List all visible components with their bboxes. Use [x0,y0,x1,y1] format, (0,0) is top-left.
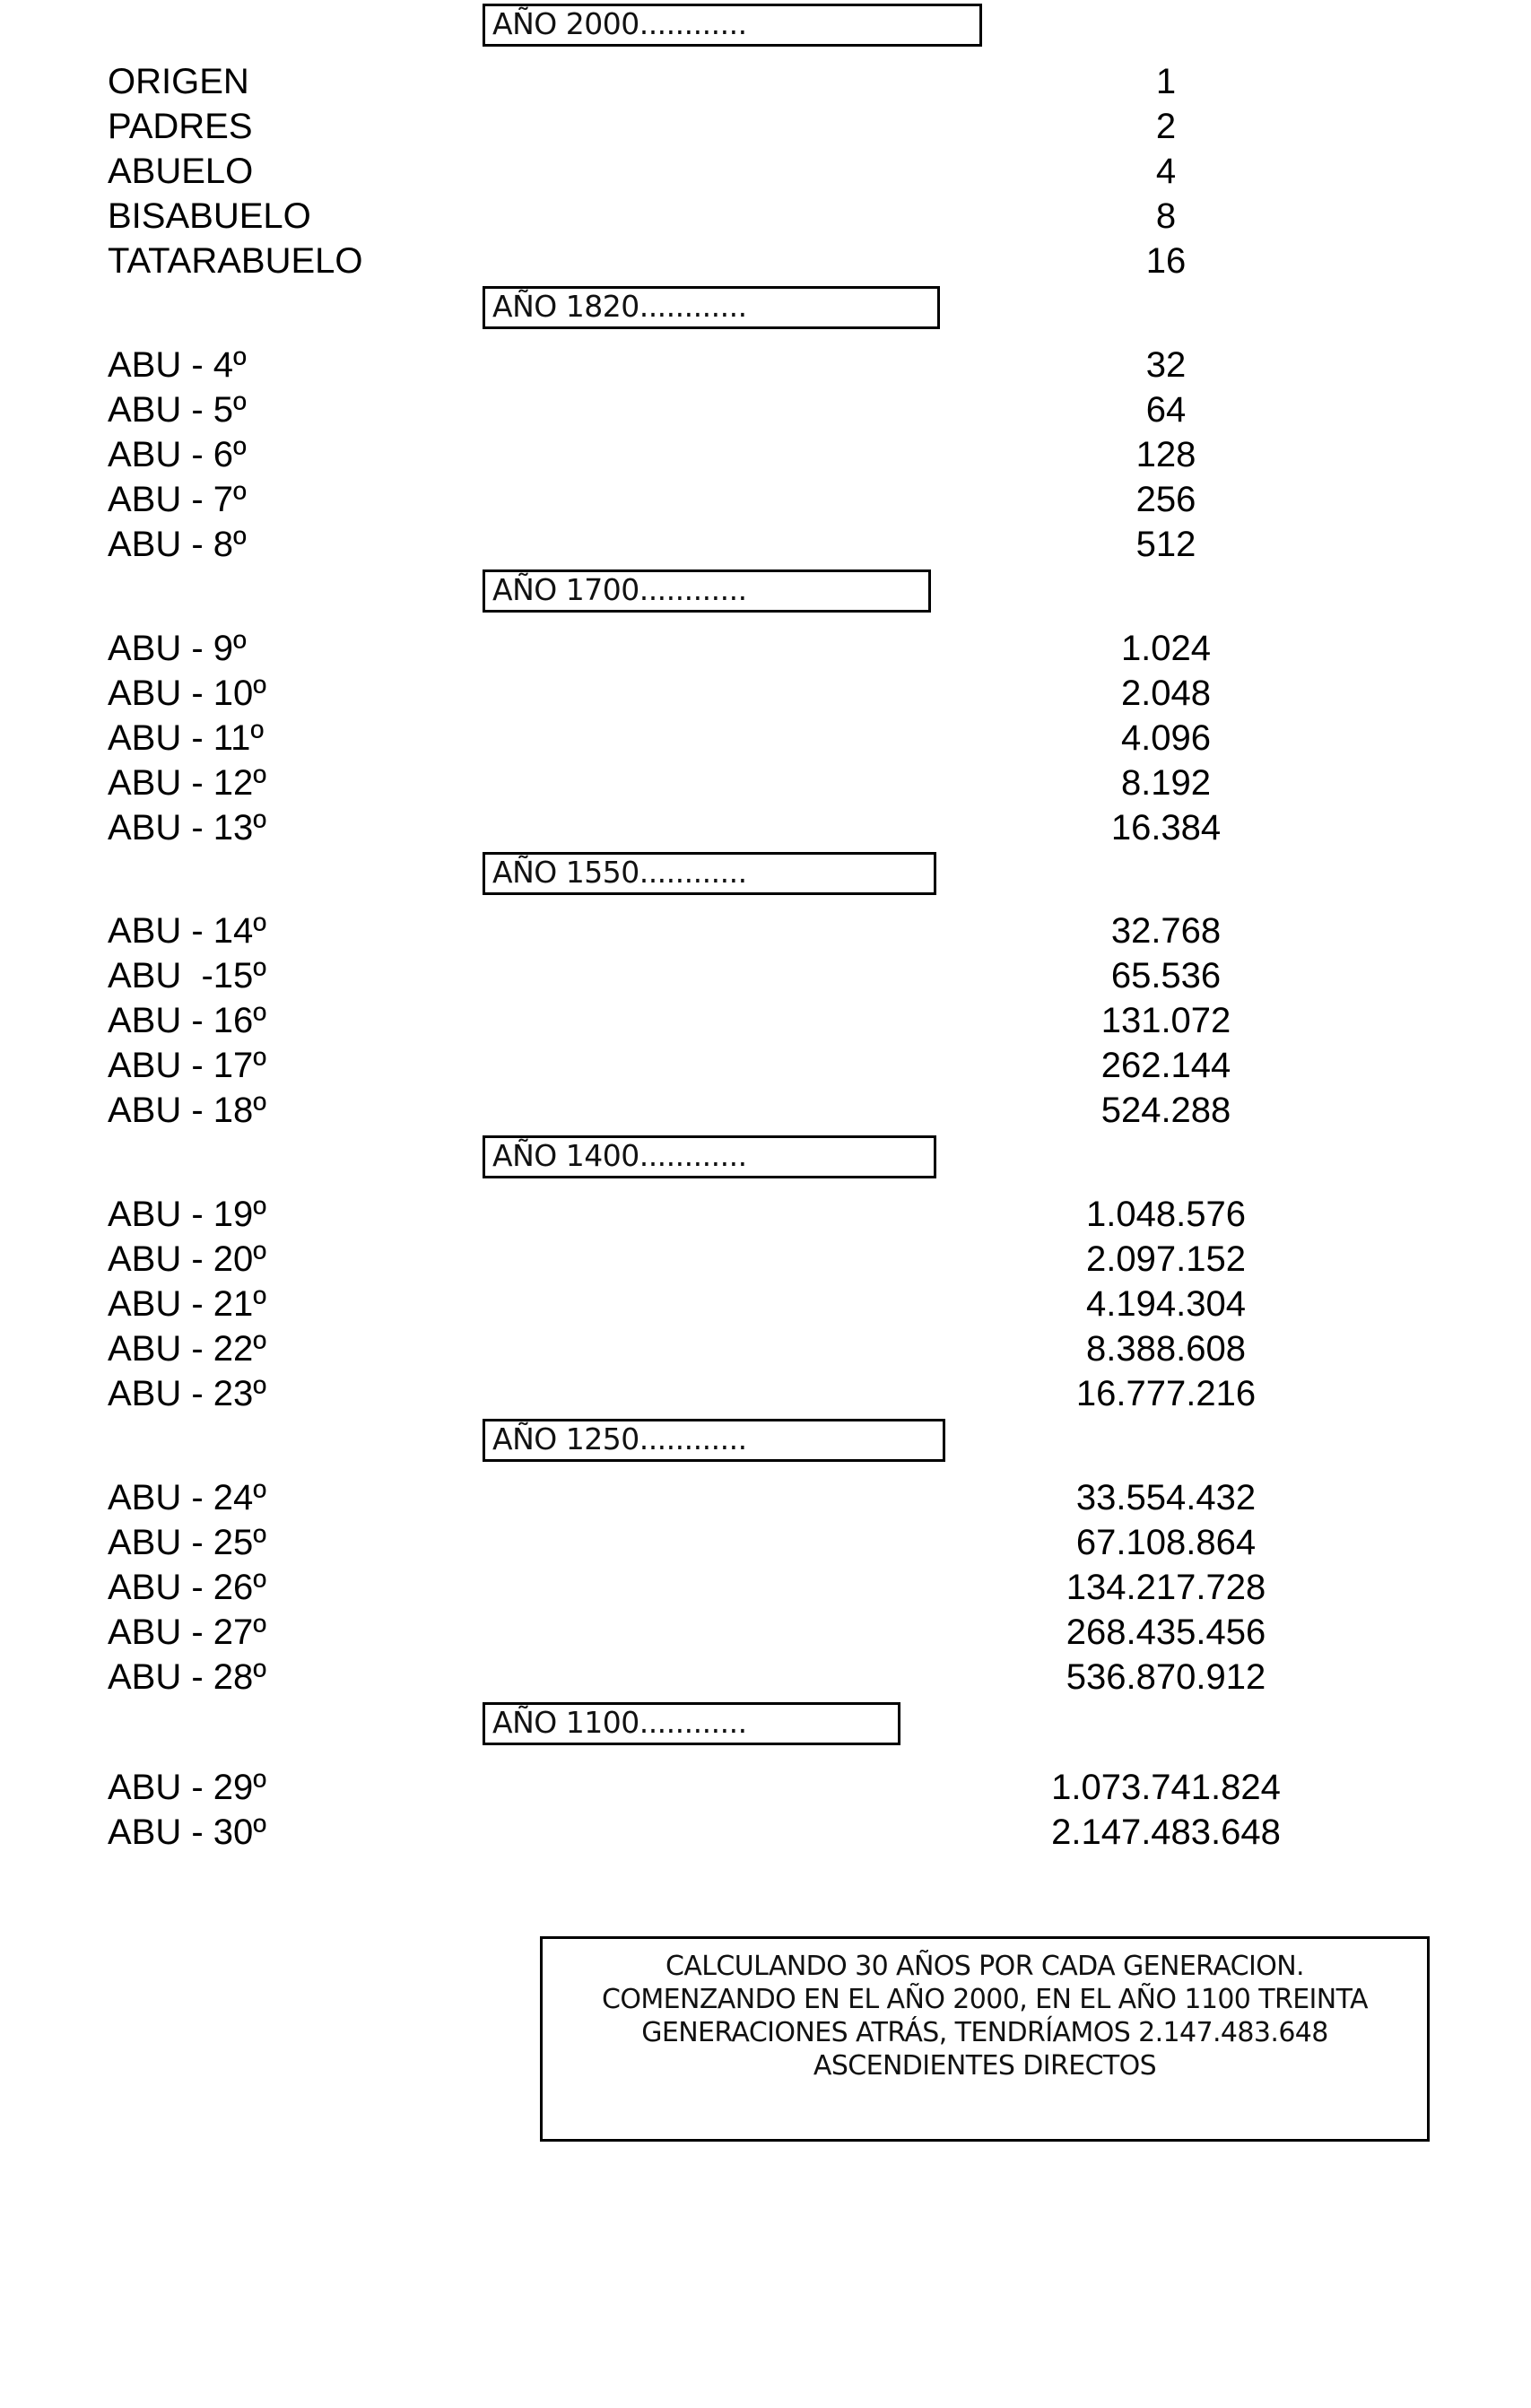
ancestor-count: 67.108.864 [1075,1523,1257,1562]
generation-row [0,1610,1531,1655]
generation-row [0,1282,1531,1326]
ancestor-count: 4.194.304 [1086,1284,1246,1324]
ancestor-count: 8 [1155,196,1177,236]
ancestor-count: 64 [1145,390,1187,430]
generation-row [0,1371,1531,1416]
year-box-1700: AÑO 1700............ [483,569,931,613]
generation-row [0,626,1531,671]
generation-row [0,998,1531,1043]
ancestor-count: 2.147.483.648 [1051,1813,1281,1852]
generation-label: ABU - 16º [108,1001,266,1040]
note-line: COMENZANDO EN EL AÑO 2000, EN EL AÑO 1100 TREINTA [602,1984,1368,2015]
generation-row [0,1520,1531,1565]
generation-row [0,343,1531,387]
ancestor-count: 524.288 [1100,1091,1231,1130]
generation-row [0,477,1531,522]
ancestor-count: 2.097.152 [1086,1239,1246,1279]
generation-row [0,1088,1531,1133]
generation-row [0,1565,1531,1610]
generation-label: ABU - 17º [108,1046,266,1085]
ancestor-count: 4.096 [1120,718,1212,758]
ancestor-count: 33.554.432 [1075,1478,1257,1517]
ancestor-count: 1 [1155,62,1177,101]
generation-label: ABU - 22º [108,1329,266,1369]
ancestor-count: 134.217.728 [1066,1568,1266,1607]
ancestor-count: 16.777.216 [1075,1374,1257,1413]
generation-label: ABU - 6º [108,435,247,474]
year-box-1550: AÑO 1550............ [483,852,936,895]
generation-label: ABU - 23º [108,1374,266,1413]
ancestor-count: 2.048 [1120,674,1212,713]
generation-label: BISABUELO [108,196,311,236]
generation-row [0,1655,1531,1700]
ancestor-count: 536.870.912 [1066,1657,1266,1697]
note-line: CALCULANDO 30 AÑOS POR CADA GENERACION. [665,1951,1304,1982]
note-line: ASCENDIENTES DIRECTOS [813,2050,1157,2082]
generation-row [0,1326,1531,1371]
ancestor-count: 1.073.741.824 [1051,1768,1281,1807]
generation-label: PADRES [108,107,253,146]
ancestor-count: 4 [1155,152,1177,191]
generation-label: ABU - 10º [108,674,266,713]
generation-label: ABUELO [108,152,254,191]
generation-row [0,761,1531,805]
generation-row [0,716,1531,761]
note-line: GENERACIONES ATRÁS, TENDRÍAMOS 2.147.483.648 [641,2017,1328,2048]
ancestor-count: 65.536 [1110,956,1222,995]
generation-row [0,59,1531,104]
ancestor-count: 8.192 [1120,763,1212,803]
generation-label: ABU - 24º [108,1478,266,1517]
ancestor-count: 32 [1145,345,1187,385]
ancestor-count: 256 [1135,480,1196,519]
generation-label: ABU - 14º [108,911,266,951]
ancestor-count: 268.435.456 [1066,1613,1266,1652]
generation-row [0,1765,1531,1810]
generation-label: ABU - 18º [108,1091,266,1130]
generation-row [0,1043,1531,1088]
generation-row [0,805,1531,850]
generation-label: ABU - 12º [108,763,266,803]
ancestor-count: 2 [1155,107,1177,146]
ancestor-count: 1.024 [1120,629,1212,668]
year-box-1820: AÑO 1820............ [483,286,940,329]
generation-label: ABU - 4º [108,345,247,385]
generation-row [0,908,1531,953]
generation-label: TATARABUELO [108,241,363,281]
ancestor-count: 128 [1135,435,1196,474]
generation-label: ABU - 8º [108,525,247,564]
generation-row [0,1810,1531,1855]
ancestor-count: 262.144 [1100,1046,1231,1085]
generation-label: ABU - 20º [108,1239,266,1279]
generation-row [0,953,1531,998]
year-box-1100: AÑO 1100............ [483,1702,900,1745]
ancestor-count: 16 [1145,241,1187,281]
year-box-1250: AÑO 1250............ [483,1419,945,1462]
ancestor-count: 512 [1135,525,1196,564]
generation-label: ABU - 25º [108,1523,266,1562]
generation-row [0,149,1531,194]
generation-row [0,239,1531,283]
generation-row [0,1192,1531,1237]
generation-label: ABU - 30º [108,1813,266,1852]
generation-label: ABU - 11º [108,718,264,758]
generation-label: ABU -15º [108,956,266,995]
generation-label: ORIGEN [108,62,249,101]
generation-label: ABU - 19º [108,1195,266,1234]
year-box-2000: AÑO 2000............ [483,4,982,47]
generation-label: ABU - 5º [108,390,247,430]
generation-label: ABU - 21º [108,1284,266,1324]
generation-row [0,1475,1531,1520]
generation-row [0,104,1531,149]
generation-label: ABU - 7º [108,480,247,519]
generation-row [0,522,1531,567]
generation-row [0,1237,1531,1282]
generation-label: ABU - 27º [108,1613,266,1652]
ancestor-count: 131.072 [1100,1001,1231,1040]
generation-label: ABU - 29º [108,1768,266,1807]
ancestor-count: 16.384 [1110,808,1222,848]
ancestor-count: 1.048.576 [1086,1195,1246,1234]
generation-row [0,387,1531,432]
ancestor-count: 32.768 [1110,911,1222,951]
ancestor-count: 8.388.608 [1086,1329,1246,1369]
generation-row [0,432,1531,477]
generation-label: ABU - 26º [108,1568,266,1607]
generation-label: ABU - 9º [108,629,247,668]
generation-row [0,671,1531,716]
generation-label: ABU - 28º [108,1657,266,1697]
summary-note-box [540,1936,1430,2142]
year-box-1400: AÑO 1400............ [483,1135,936,1178]
generation-label: ABU - 13º [108,808,266,848]
generation-row [0,194,1531,239]
